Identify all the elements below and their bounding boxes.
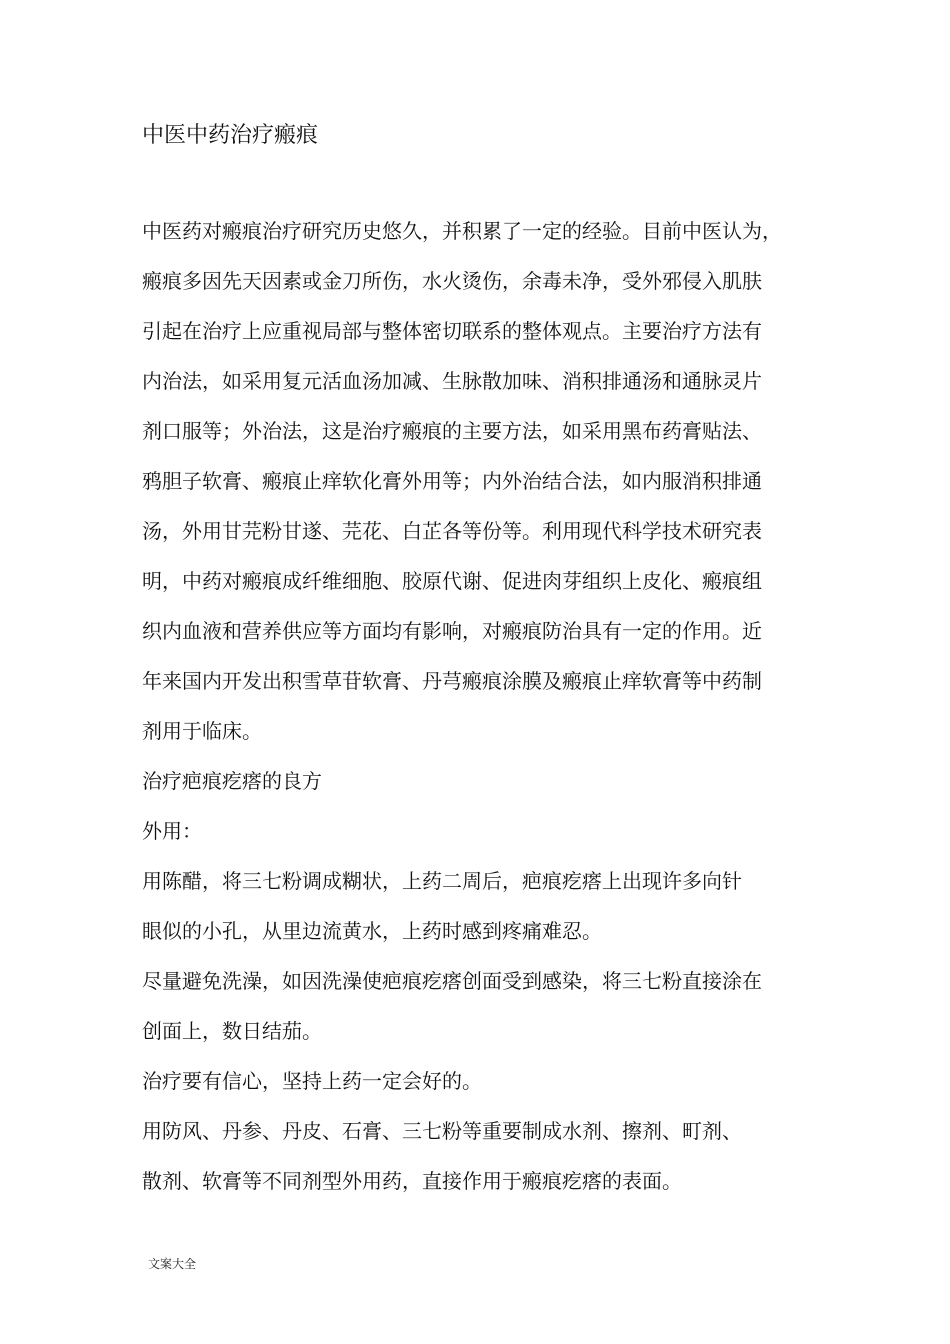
text-line: 眼似的小孔，从里边流黄水，上药时感到疼痛难忍。 [142,919,602,943]
text-line: 散剂、软膏等不同剂型外用药，直接作用于瘢痕疙瘩的表面。 [142,1169,682,1193]
text-line: 剂口服等；外治法，这是治疗瘢痕的主要方法，如采用黑布药膏贴法、 [142,419,762,443]
text-line: 治疗要有信心，坚持上药一定会好的。 [142,1069,482,1093]
text-line: 中医药对瘢痕治疗研究历史悠久，并积累了一定的经验。目前中医认为， [142,219,782,243]
text-line: 用防风、丹参、丹皮、石膏、三七粉等重要制成水剂、擦剂、町剂、 [142,1119,742,1143]
text-line: 剂用于临床。 [142,719,262,743]
section-heading: 治疗疤痕疙瘩的良方 [142,769,322,793]
text-line: 用陈醋，将三七粉调成糊状，上药二周后，疤痕疙瘩上出现许多向针 [142,869,742,893]
text-line: 创面上，数日结茄。 [142,1019,322,1043]
document-body [142,206,822,1206]
text-line: 瘢痕多因先天因素或金刀所伤，水火烫伤，余毒未净，受外邪侵入肌肤 [142,269,762,293]
text-line: 鸦胆子软膏、瘢痕止痒软化膏外用等；内外治结合法，如内服消积排通 [142,469,762,493]
page-footer: 文案大全 [148,1257,197,1271]
text-line: 引起在治疗上应重视局部与整体密切联系的整体观点。主要治疗方法有 [142,319,762,343]
text-line: 汤，外用甘芫粉甘遂、芫花、白芷各等份等。利用现代科学技术研究表 [142,519,762,543]
text-line: 内治法，如采用复元活血汤加减、生脉散加味、消积排通汤和通脉灵片 [142,369,762,393]
text-line: 明，中药对瘢痕成纤维细胞、胶原代谢、促进肉芽组织上皮化、瘢痕组 [142,569,762,593]
text-line: 年来国内开发出积雪草苷软膏、丹芎瘢痕涂膜及瘢痕止痒软膏等中药制 [142,669,762,693]
subsection-label: 外用： [142,819,202,843]
document-title: 中医中药治疗瘢痕 [142,123,319,148]
text-line: 尽量避免洗澡，如因洗澡使疤痕疙瘩创面受到感染，将三七粉直接涂在 [142,969,762,993]
text-line: 织内血液和营养供应等方面均有影响，对瘢痕防治具有一定的作用。近 [142,619,762,643]
